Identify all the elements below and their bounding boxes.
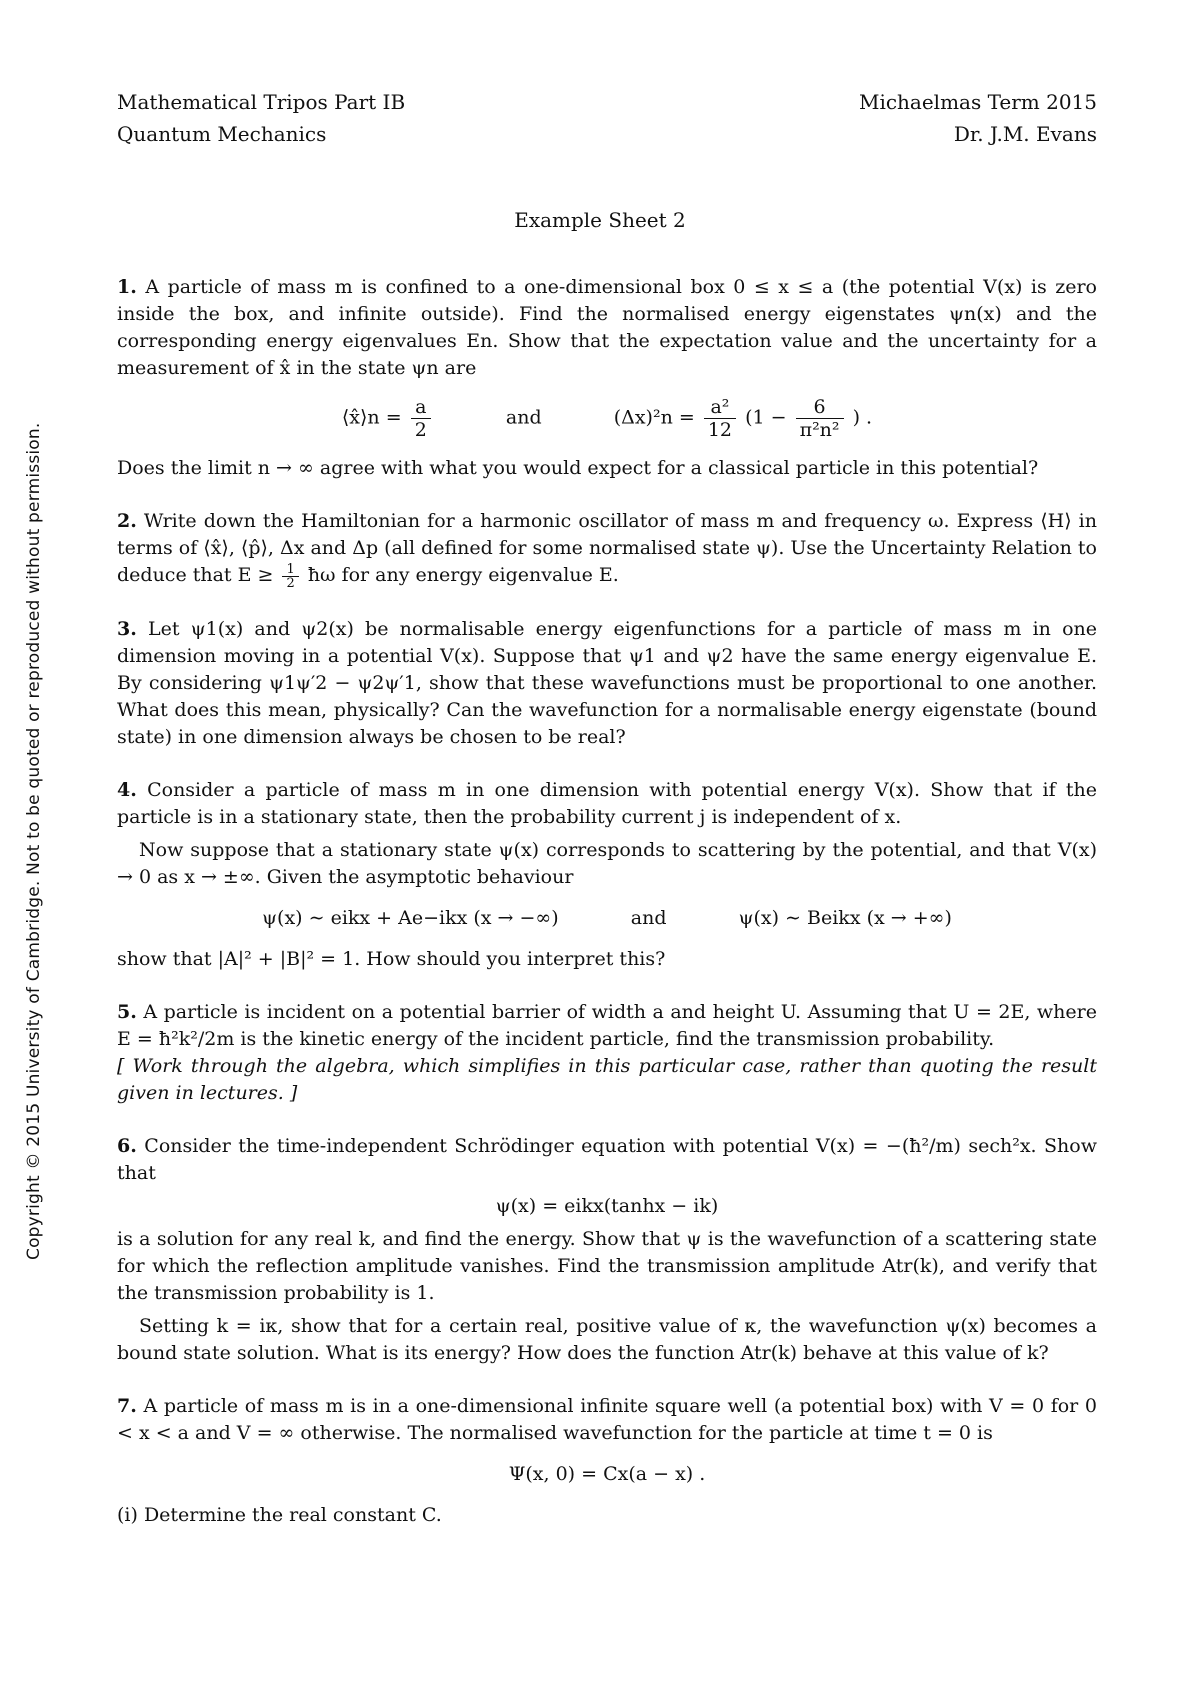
question-4: [117, 777, 1097, 973]
frac-numerator: a²: [704, 396, 736, 419]
frac-numerator: 6: [796, 396, 844, 419]
fraction: [796, 396, 844, 441]
question-text: Write down the Hamiltonian for a harmonic oscillator of mass m and frequency ω. Express ⟨H⟩ in terms of ⟨x̂⟩, ⟨p̂⟩, Δx and Δp (all defined for some normalised state ψ). Use the Uncertainty Relation to deduce that E ≥: [117, 510, 1097, 586]
question-paragraph: Setting k = iκ, show that for a certain real, positive value of κ, the wavefunction ψ(x) becomes a bound state solution. What is its energy? How does the function Atr(k) behave at this value of k?: [117, 1314, 1097, 1364]
frac-denominator: 2: [286, 575, 295, 591]
equation-expectation: [117, 396, 1097, 441]
question-followup: Does the limit n → ∞ agree with what you would expect for a classical particle in this potential?: [117, 457, 1039, 479]
and-word: and: [630, 906, 667, 929]
question-text: Let ψ1(x) and ψ2(x) be normalisable energy eigenfunctions for a particle of mass m in one dimension moving in a potential V(x). Suppose that ψ1 and ψ2 have the same energy eigenvalue E. By considering ψ1ψ′2 − ψ2ψ′1, show that these wavefunctions must be proportional to one another. What does this mean, physically? Can the wavefunction for a normalisable energy eigenstate (bound state) in one dimension always be chosen to be real?: [117, 617, 1097, 748]
question-1: [117, 274, 1097, 482]
question-6: [117, 1133, 1097, 1367]
question-number: 3.: [117, 617, 137, 640]
paren-open: (1 −: [745, 406, 787, 429]
question-3: [117, 616, 1097, 751]
equation-initial: Ψ(x, 0) = Cx(a − x) .: [508, 1462, 706, 1485]
fraction: [704, 396, 736, 441]
question-number: 6.: [117, 1134, 137, 1157]
question-number: 7.: [117, 1394, 137, 1417]
frac-denominator: π²n²: [799, 419, 840, 441]
question-followup: show that |A|² + |B|² = 1. How should you interpret this?: [117, 947, 666, 970]
question-note: [ Work through the algebra, which simplifies in this particular case, rather than quoting the result given in lectures. ]: [117, 1054, 1097, 1104]
questions: [117, 274, 1097, 1555]
question-text: A particle of mass m is confined to a one-dimensional box 0 ≤ x ≤ a (the potential V(x) is zero inside the box, and infinite outside). Find the normalised energy eigenstates ψn(x) and the corresponding energy eigenvalues En. Show that the expectation value and the uncertainty for a measurement of x̂ in the state ψn are: [117, 276, 1097, 379]
frac-numerator: 1: [282, 563, 298, 577]
eq-right: ψ(x) ∼ Beikx (x → +∞): [738, 906, 952, 929]
question-part-i: (i) Determine the real constant C.: [117, 1503, 442, 1526]
header-right: [859, 86, 1097, 150]
lecturer: Dr. J.M. Evans: [953, 122, 1097, 146]
question-paragraph: Now suppose that a stationary state ψ(x) corresponds to scattering by the potential, and that V(x) → 0 as x → ±∞. Given the asymptotic behaviour: [117, 838, 1097, 888]
question-7: [117, 1393, 1097, 1529]
question-5: [117, 999, 1097, 1107]
question-2: [117, 508, 1097, 590]
question-number: 2.: [117, 510, 137, 532]
header-left: [117, 86, 405, 150]
eq-left: ψ(x) ∼ eikx + Ae−ikx (x → −∞): [262, 906, 559, 929]
fraction: [411, 396, 431, 441]
equation-asymptotic: [117, 905, 1097, 932]
frac-numerator: a: [411, 396, 431, 419]
term: Michaelmas Term 2015: [858, 90, 1097, 114]
frac-denominator: 2: [414, 419, 427, 441]
course-subject: Quantum Mechanics: [117, 122, 327, 146]
equation-solution: ψ(x) = eikx(tanhx − ik): [495, 1194, 719, 1217]
question-text: A particle of mass m is in a one-dimensional infinite square well (a potential box) with V = 0 for 0 < x < a and V = ∞ otherwise. The normalised wavefunction for the particle at time t = 0 is: [117, 1394, 1098, 1444]
question-text-end: ħω for any energy eigenvalue E.: [307, 564, 619, 586]
sheet-title: Example Sheet 2: [514, 208, 686, 232]
fraction-half: [282, 563, 298, 590]
eq-uncertainty-lhs: (Δx)²n =: [613, 406, 695, 429]
eq-lhs: ⟨x̂⟩n =: [341, 406, 402, 429]
frac-denominator: 12: [707, 419, 733, 441]
question-text: A particle is incident on a potential barrier of width a and height U. Assuming that U = 2E, where E = ħ²k²/2m is the kinetic energy of the incident particle, find the transmission probability.: [117, 1000, 1097, 1050]
question-text: Consider the time-independent Schrödinger equation with potential V(x) = −(ħ²/m) sech²x. Show that: [117, 1134, 1097, 1184]
paren-close: ) .: [852, 406, 873, 429]
and-word: and: [505, 406, 542, 429]
question-number: 4.: [117, 778, 137, 801]
question-number: 1.: [117, 276, 137, 298]
question-followup: is a solution for any real k, and find the energy. Show that ψ is the wavefunction of a scattering state for which the reflection amplitude vanishes. Find the transmission amplitude Atr(k), and verify that the transmission probability is 1.: [117, 1227, 1097, 1304]
course-title: Mathematical Tripos Part IB: [117, 90, 406, 114]
copyright-notice: Copyright © 2015 University of Cambridge. Not to be quoted or reproduced without permission.: [24, 422, 44, 1260]
question-text: Consider a particle of mass m in one dimension with potential energy V(x). Show that if the particle is in a stationary state, then the probability current j is independent of x.: [117, 778, 1097, 828]
question-number: 5.: [117, 1000, 137, 1023]
